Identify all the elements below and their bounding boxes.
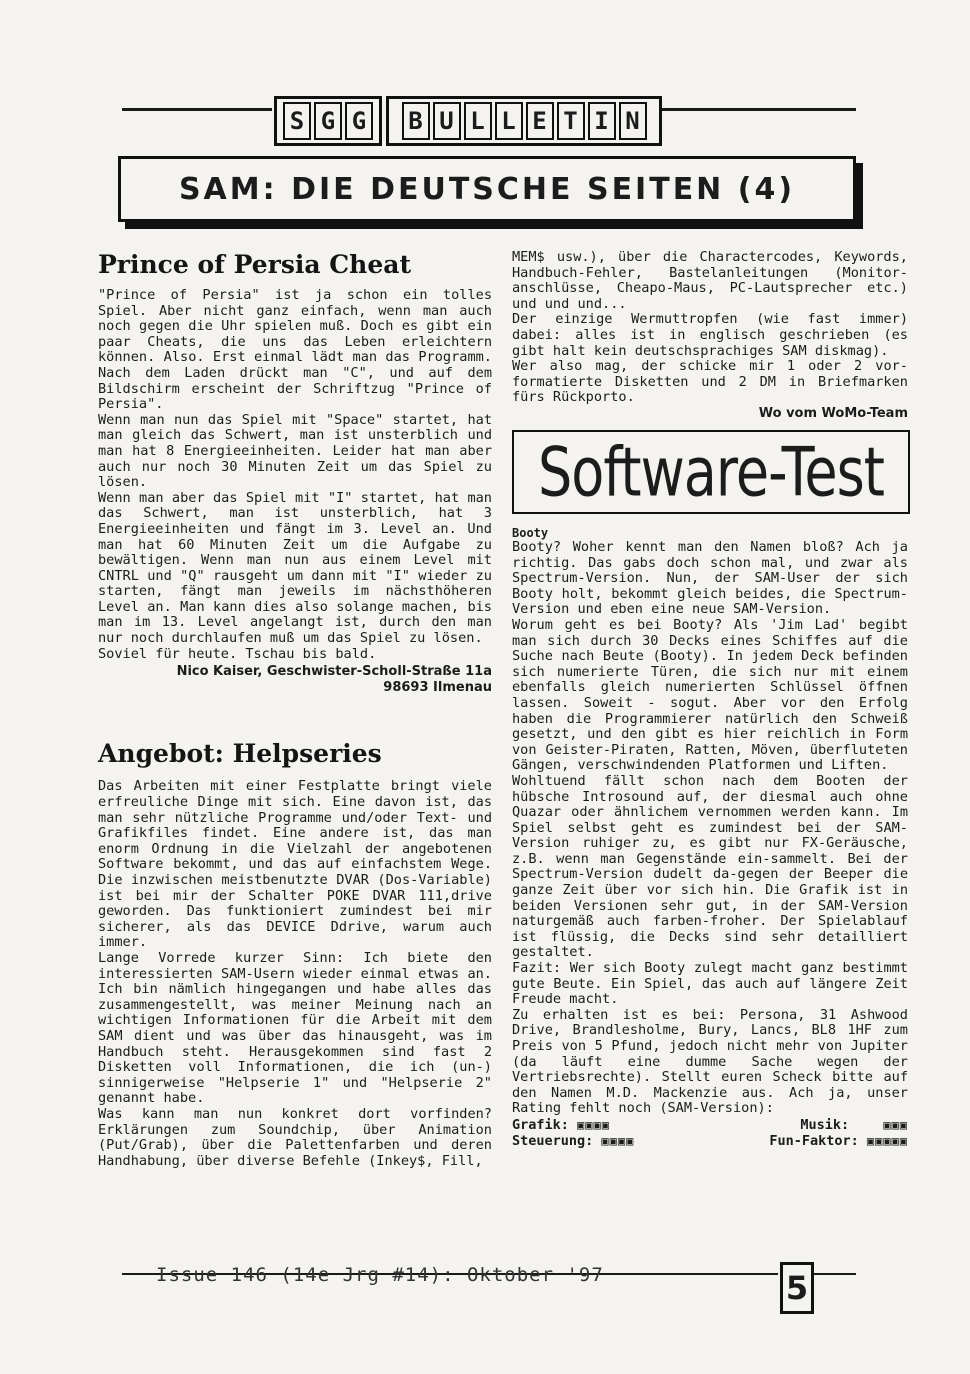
right-column-top <box>512 250 908 422</box>
paragraph: Fazit: Wer sich Booty zulegt macht ganz bestimmt gute Beute. Ein Spiel, das auch auf längere Zeit Freude macht. <box>512 960 908 1008</box>
masthead-letter: U <box>433 102 461 140</box>
continuation-signature: Wo vom WoMo-Team <box>758 405 908 421</box>
masthead-rule-left <box>122 108 272 111</box>
footer-issue-text: Issue 146 (14e Jrg #14): Oktober '97 <box>156 1264 604 1286</box>
paragraph: Booty? Woher kennt man den Namen bloß? Ach ja richtig. Das gabs doch schon mal, und zwar als Spectrum-Version. Nun, der SAM-User der sich Booty holt, bekommt gleich beides, die Spectrum-Version und eben eine neue SAM-Version. <box>512 539 908 618</box>
rating-steuerung-boxes: ▣▣▣▣ <box>601 1133 635 1148</box>
masthead-rule-right <box>652 108 856 111</box>
rating-steuerung-label: Steuerung: <box>512 1132 594 1149</box>
right-column-review <box>512 526 908 1149</box>
paragraph: Was kann man nun konkret dort vorfinden? Erklärungen zum Soundchip, über Animation (Put/Grab), über die Palettenfarben und deren Handhabung, über diverse Befehle (Inkey$, Fill, <box>98 1105 492 1169</box>
rating-fun-label: Fun-Faktor: <box>769 1132 859 1149</box>
masthead-letter: B <box>402 102 430 140</box>
software-test-banner <box>512 430 910 514</box>
rating-grafik-boxes: ▣▣▣▣ <box>577 1117 610 1132</box>
paragraph: Wenn man nun das Spiel mit "Space" startet, hat man gleich das Schwert, man ist unsterblich und man hat 8 Energieeinheiten. Leider hat man aber auch nur noch 30 Minuten Zeit um das Spiel zu lösen. <box>98 411 492 491</box>
paragraph: Worum geht es bei Booty? Als 'Jim Lad' begibt man sich durch 30 Decks eines Schiffes auf die Suche nach Beute (Booty). In jedem Deck befinden sich numerierte Türen, die sich nur mit einem ebenfalls gleich numerierten Schlüssel öffnen lassen. Soweit - sogut. Aber vor den Erfolg haben die Programmierer natürlich den Schweiß gesetzt, und den gibt es hier reichlich in Form von Geister-Piraten, Ratten, Möven, überfluteten Gängen, verschwindenden Platformen und Liften. <box>512 616 908 774</box>
rating-grafik-label: Grafik: <box>512 1116 569 1133</box>
paragraph: "Prince of Persia" ist ja schon ein tolles Spiel. Aber nicht ganz einfach, wenn man auch noch gegen die Uhr spielen muß. Doch es gibt ein paar Cheats, die uns das Leben erleichtern können. Also. Erst einmal lädt man das Programm. Nach dem Laden drückt man "C", und auf dem Bildschirm erscheint der Schriftzug "Prince of Persia". <box>98 287 492 413</box>
masthead-letter: G <box>345 102 373 140</box>
article-signature-name: Nico Kaiser, Geschwister-Scholl-Straße 11a <box>176 664 492 680</box>
paragraph: Wenn man aber das Spiel mit "I" startet, hat man das Schwert, man ist unsterblich, hat 3 Energieeinheiten und fängt im 3. Level an. Und man hat 60 Minuten Zeit um die Aufgabe zu bewältigen. Wenn man nun aus einem Level mit CNTRL und "Q" rausgeht um dann mit "I" wieder zu starten, fängt man jeweils im nächsthöheren Level an. Man kann dies also solange machen, bis man im 13. Level angelangt ist, durch den man nur noch durchlaufen muß um das Spiel zu lösen. <box>98 489 492 647</box>
rating-musik-label: Musik: <box>800 1116 850 1133</box>
page-number: 5 <box>780 1262 814 1314</box>
article-body-prince <box>98 288 492 662</box>
masthead-sgg <box>274 96 382 146</box>
masthead-letter: L <box>495 102 523 140</box>
article-title-prince: Prince of Persia Cheat <box>98 250 412 279</box>
masthead-letter: G <box>314 102 342 140</box>
continuation-body <box>512 250 908 406</box>
article-signature-city: 98693 Ilmenau <box>383 679 492 695</box>
rating-fun-boxes: ▣▣▣▣▣ <box>866 1133 908 1148</box>
masthead-bulletin <box>386 96 662 146</box>
paragraph: Wohltuend fällt schon nach dem Booten der hübsche Introsound auf, der diesmal auch ohne Quazar oder ähnlichem vernommen werden kann. Im Spiel selbst geht es zumindest bei der SAM-Version ruhiger zu, es gibt nur FX-Geräusche, z.B. wenn man Gegenstände ein-sammelt. Bei der Spectrum-Version dudelt da-gegen der Beeper die ganze Zeit über vor sich hin. Die Grafik ist in beiden Versionen sehr gut, in der SAM-Version naturgemäß auch farben-froher. Der Spielablauf ist flüssig, die Decks sind sehr detailliert gestaltet. <box>512 772 908 961</box>
masthead-letter: I <box>588 102 616 140</box>
paragraph: Soviel für heute. Tschau bis bald. <box>98 645 377 662</box>
paragraph: Wer also mag, der schicke mir 1 oder 2 vor-formatierte Disketten und 2 DM in Briefmarken fürs Rückporto. <box>512 358 908 406</box>
masthead-letter: S <box>283 102 311 140</box>
masthead-letter: L <box>464 102 492 140</box>
masthead-letter: T <box>557 102 585 140</box>
paragraph: Der einzige Wermuttropfen (wie fast immer) dabei: alles ist in englisch geschrieben (es gibt halt kein deutschsprachiges SAM diskmag). <box>512 311 908 359</box>
review-body <box>512 540 908 1117</box>
paragraph: Das Arbeiten mit einer Festplatte bringt viele erfreuliche Dinge mit sich. Eine davon ist, das man sehr nützliche Programme und/oder Text- und Grafikfiles findet. Eine andere ist, das man enorm Ordnung in die Vielzahl der angebotenen Software bekommt, und das auf einfachstem Wege. Die inzwischen meistbenutzte DVAR (Dos-Variable) ist bei mir der Schalter POKE DVAR 111,drive geworden. Das funktioniert zumindest bei mir sicherer, als das DEVICE Ddrive, warum auch immer. <box>98 778 492 951</box>
paragraph: Zu erhalten ist es bei: Persona, 31 Ashwood Drive, Brandlesholme, Bury, Lancs, BL8 1HF zum Preis von 5 Pfund, jedoch nicht mehr von Jupiter (da läuft eine dumme Sache wegen der Vertriebsrechte). Stellt euren Scheck bitte auf den Namen M.D. Mackenzie aus. Ach ja, unser Rating fehlt noch (SAM-Version): <box>512 1006 908 1117</box>
masthead-letter: E <box>526 102 554 140</box>
rating-row-1 <box>512 1117 908 1133</box>
article-body-helpseries <box>98 779 492 1169</box>
article-title-helpseries: Angebot: Helpseries <box>98 739 382 769</box>
rating-row-2 <box>512 1133 908 1149</box>
paragraph: MEM$ usw.), über die Charactercodes, Keywords, Handbuch-Fehler, Bastelanleitungen (Monitor-anschlüsse, Cheapo-Maus, PC-Lautsprecher etc.) und und und... <box>512 249 908 312</box>
masthead-letter: N <box>619 102 647 140</box>
paragraph: Lange Vorrede kurzer Sinn: Ich biete den interessierten SAM-Usern wieder einmal etwas an. Ich bin nämlich hingegangen und habe alles das zusammengestellt, was meiner Meinung nach an wichtigen Informationen für die Arbeit mit dem SAM dient und was über das hinausgeht, was im Handbuch steht. Herausgekommen sind fast 2 Disketten voll Informationen, die ich (un-) sinnigerweise "Helpserie 1" und "Helpserie 2" genannt habe. <box>98 949 492 1107</box>
software-test-title: Software-Test <box>538 432 884 512</box>
left-column <box>98 250 492 1169</box>
section-title: SAM: DIE DEUTSCHE SEITEN (4) <box>118 156 856 222</box>
review-title: Booty <box>512 526 549 540</box>
rating-musik-boxes: ▣▣▣ <box>883 1117 908 1132</box>
footer-rule-right <box>814 1273 856 1275</box>
